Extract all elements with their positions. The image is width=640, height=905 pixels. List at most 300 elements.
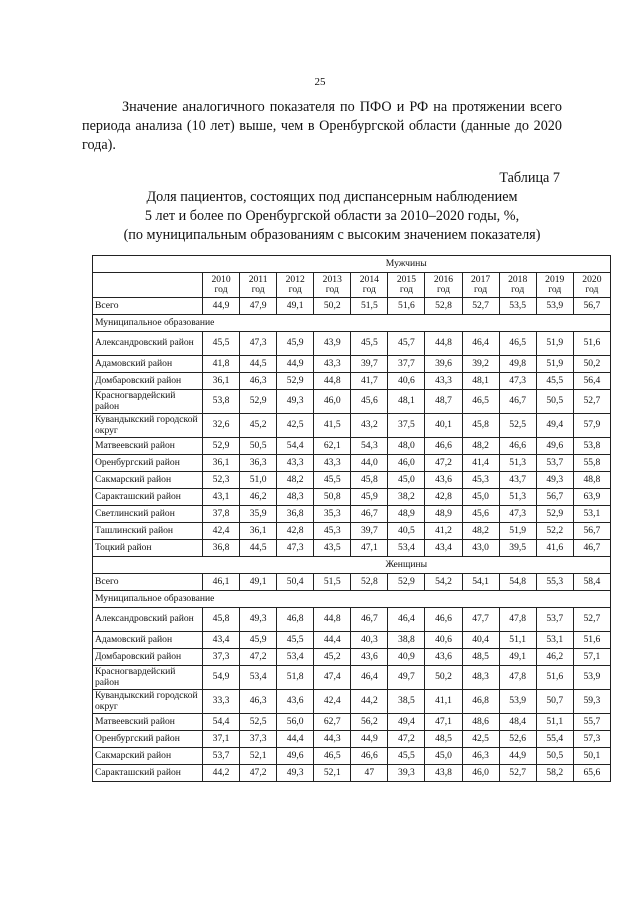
value-cell: 56,2 [351,714,388,731]
municipality-name: Адамовский район [93,632,203,649]
value-cell: 54,2 [425,574,462,591]
value-cell: 47,1 [425,714,462,731]
value-cell: 41,1 [425,690,462,714]
value-cell: 43,0 [462,540,499,557]
value-cell: 45,2 [240,414,277,438]
value-cell: 46,4 [351,666,388,690]
value-cell: 44,9 [203,298,240,315]
value-cell: 51,8 [277,666,314,690]
value-cell: 51,5 [314,574,351,591]
table-row [93,666,611,690]
value-cell: 46,8 [277,608,314,632]
value-cell: 47,7 [462,608,499,632]
value-cell: 45,0 [425,748,462,765]
value-cell: 32,6 [203,414,240,438]
value-cell: 52,7 [462,298,499,315]
municipality-name: Матвеевский район [93,438,203,455]
value-cell: 48,5 [462,649,499,666]
year-header [462,273,499,298]
year-value: 2014 [359,274,379,285]
value-cell: 48,7 [425,390,462,414]
year-value: 2019 [545,274,565,285]
value-cell: 48,2 [277,472,314,489]
value-cell: 43,5 [314,540,351,557]
value-cell: 46,2 [240,489,277,506]
value-cell: 50,2 [314,298,351,315]
value-cell: 58,2 [536,765,573,782]
value-cell: 40,4 [462,632,499,649]
municipality-name: Адамовский район [93,356,203,373]
value-cell: 52,3 [203,472,240,489]
table-row [93,632,611,649]
table-row [93,455,611,472]
value-cell: 39,5 [499,540,536,557]
value-cell: 48,4 [499,714,536,731]
value-cell: 51,0 [240,472,277,489]
value-cell: 53,9 [499,690,536,714]
year-header [203,273,240,298]
municipality-name: Ташлинский район [93,523,203,540]
value-cell: 43,3 [277,455,314,472]
value-cell: 49,6 [536,438,573,455]
value-cell: 52,1 [240,748,277,765]
value-cell: 53,4 [277,649,314,666]
value-cell: 56,4 [573,373,610,390]
value-cell: 50,4 [277,574,314,591]
value-cell: 56,7 [573,523,610,540]
value-cell: 49,1 [499,649,536,666]
value-cell: 47,1 [351,540,388,557]
value-cell: 47,2 [240,765,277,782]
value-cell: 62,7 [314,714,351,731]
value-cell: 45,0 [388,472,425,489]
municipality-name: Домбаровский район [93,373,203,390]
value-cell: 46,0 [314,390,351,414]
value-cell: 49,4 [388,714,425,731]
value-cell: 37,8 [203,506,240,523]
value-cell: 45,5 [203,332,240,356]
value-cell: 43,6 [425,472,462,489]
value-cell: 40,1 [425,414,462,438]
value-cell: 45,2 [314,649,351,666]
value-cell: 45,0 [462,489,499,506]
municipality-name: Тоцкий район [93,540,203,557]
value-cell: 45,6 [351,390,388,414]
value-cell: 42,4 [203,523,240,540]
table-label: Таблица 7 [499,170,560,186]
value-cell: 53,8 [203,390,240,414]
value-cell: 37,3 [240,731,277,748]
value-cell: 41,4 [462,455,499,472]
value-cell: 51,3 [499,455,536,472]
value-cell: 48,3 [462,666,499,690]
value-cell: 42,4 [314,690,351,714]
value-cell: 33,3 [203,690,240,714]
value-cell: 54,8 [499,574,536,591]
value-cell: 52,6 [499,731,536,748]
value-cell: 46,7 [499,390,536,414]
year-unit: год [548,284,562,295]
value-cell: 56,7 [536,489,573,506]
value-cell: 47 [351,765,388,782]
intro-paragraph: Значение аналогичного показателя по ПФО и РФ на протяжении всего периода анализа (10 лет) выше, чем в Оренбургской области (данные до 2020 года). [82,99,562,153]
value-cell: 48,3 [277,489,314,506]
value-cell: 51,3 [499,489,536,506]
value-cell: 50,5 [240,438,277,455]
value-cell: 59,3 [573,690,610,714]
value-cell: 48,9 [425,506,462,523]
value-cell: 45,3 [462,472,499,489]
value-cell: 47,3 [277,540,314,557]
total-row [93,574,611,591]
value-cell: 45,5 [277,632,314,649]
year-value: 2011 [248,274,268,285]
value-cell: 47,9 [240,298,277,315]
value-cell: 53,8 [573,438,610,455]
year-unit: год [251,284,265,295]
year-unit: год [399,284,413,295]
value-cell: 51,9 [536,356,573,373]
total-row [93,298,611,315]
year-unit: год [362,284,376,295]
value-cell: 50,2 [425,666,462,690]
value-cell: 44,9 [499,748,536,765]
value-cell: 46,2 [536,649,573,666]
municipality-name: Сакмарский район [93,472,203,489]
year-unit: год [436,284,451,295]
value-cell: 50,5 [536,390,573,414]
value-cell: 48,1 [462,373,499,390]
value-cell: 55,7 [573,714,610,731]
value-cell: 51,1 [499,632,536,649]
value-cell: 41,2 [425,523,462,540]
value-cell: 55,3 [536,574,573,591]
table-row [93,540,611,557]
table-row [93,649,611,666]
caption-line: Доля пациентов, состоящих под диспансерным наблюдением [146,189,518,205]
value-cell: 44,3 [314,731,351,748]
value-cell: 46,6 [425,608,462,632]
row-label: Всего [93,298,203,315]
value-cell: 53,1 [536,632,573,649]
value-cell: 48,1 [388,390,425,414]
value-cell: 51,5 [351,298,388,315]
data-table [92,255,611,782]
value-cell: 48,6 [462,714,499,731]
table-row [93,523,611,540]
value-cell: 39,6 [425,356,462,373]
caption-line: 5 лет и более по Оренбургской области за 2010–2020 годы, %, [144,208,520,224]
value-cell: 36,8 [277,506,314,523]
value-cell: 48,2 [462,523,499,540]
value-cell: 52,8 [425,298,462,315]
value-cell: 50,7 [536,690,573,714]
value-cell: 53,7 [536,608,573,632]
table-row [93,690,611,714]
year-header [240,273,277,298]
value-cell: 47,4 [314,666,351,690]
years-header-row [93,273,611,298]
value-cell: 48,8 [573,472,610,489]
value-cell: 43,3 [314,356,351,373]
subheading: Муниципальное образование [93,315,611,332]
value-cell: 51,6 [573,632,610,649]
value-cell: 54,4 [277,438,314,455]
year-header [425,273,462,298]
value-cell: 43,7 [499,472,536,489]
value-cell: 35,3 [314,506,351,523]
year-value: 2017 [470,274,491,285]
value-cell: 47,3 [240,332,277,356]
value-cell: 52,2 [536,523,573,540]
table-row [93,765,611,782]
value-cell: 52,9 [277,373,314,390]
value-cell: 56,7 [573,298,610,315]
value-cell: 44,8 [314,373,351,390]
value-cell: 52,5 [240,714,277,731]
value-cell: 44,5 [240,356,277,373]
year-header [573,273,610,298]
value-cell: 36,1 [203,373,240,390]
value-cell: 38,8 [388,632,425,649]
value-cell: 57,3 [573,731,610,748]
value-cell: 50,8 [314,489,351,506]
value-cell: 46,8 [462,690,499,714]
year-unit: год [325,284,339,295]
value-cell: 46,3 [462,748,499,765]
table-row [93,373,611,390]
table-row [93,748,611,765]
value-cell: 44,8 [314,608,351,632]
value-cell: 53,5 [499,298,536,315]
value-cell: 41,8 [203,356,240,373]
year-unit: год [214,284,228,295]
value-cell: 37,3 [203,649,240,666]
value-cell: 46,7 [573,540,610,557]
value-cell: 45,8 [203,608,240,632]
value-cell: 49,4 [536,414,573,438]
municipality-name: Оренбургский район [93,455,203,472]
value-cell: 45,5 [388,748,425,765]
table-row [93,356,611,373]
value-cell: 45,8 [462,414,499,438]
value-cell: 47,8 [499,608,536,632]
value-cell: 49,8 [499,356,536,373]
value-cell: 35,9 [240,506,277,523]
value-cell: 53,9 [536,298,573,315]
value-cell: 44,5 [240,540,277,557]
value-cell: 53,9 [573,666,610,690]
table-caption [82,188,582,245]
value-cell: 43,4 [203,632,240,649]
year-value: 2016 [433,274,454,285]
municipality-name: Кувандыкский городской округ [93,690,203,714]
value-cell: 40,9 [388,649,425,666]
municipality-name: Кувандыкский городской округ [93,414,203,438]
year-unit: год [288,284,302,295]
value-cell: 46,5 [314,748,351,765]
value-cell: 45,9 [277,332,314,356]
value-cell: 39,7 [351,356,388,373]
municipality-name: Домбаровский район [93,649,203,666]
value-cell: 46,5 [462,390,499,414]
value-cell: 52,7 [573,608,610,632]
value-cell: 40,6 [425,632,462,649]
value-cell: 47,2 [425,455,462,472]
value-cell: 44,4 [314,632,351,649]
value-cell: 51,6 [388,298,425,315]
value-cell: 52,9 [388,574,425,591]
value-cell: 51,6 [536,666,573,690]
value-cell: 52,9 [536,506,573,523]
year-value: 2018 [508,274,528,285]
value-cell: 49,3 [277,390,314,414]
value-cell: 44,0 [351,455,388,472]
value-cell: 65,6 [573,765,610,782]
value-cell: 53,4 [388,540,425,557]
year-value: 2010 [211,274,231,285]
year-header [388,273,425,298]
value-cell: 38,2 [388,489,425,506]
value-cell: 49,3 [240,608,277,632]
value-cell: 43,3 [425,373,462,390]
municipality-name: Саракташский район [93,489,203,506]
value-cell: 36,3 [240,455,277,472]
table-row [93,414,611,438]
value-cell: 44,9 [351,731,388,748]
value-cell: 62,1 [314,438,351,455]
municipality-name: Светлинский район [93,506,203,523]
municipality-name: Саракташский район [93,765,203,782]
value-cell: 40,3 [351,632,388,649]
value-cell: 46,3 [240,373,277,390]
value-cell: 55,4 [536,731,573,748]
value-cell: 42,8 [425,489,462,506]
value-cell: 45,5 [351,332,388,356]
value-cell: 42,8 [277,523,314,540]
value-cell: 45,7 [388,332,425,356]
value-cell: 57,1 [573,649,610,666]
value-cell: 46,4 [388,608,425,632]
value-cell: 51,1 [536,714,573,731]
value-cell: 46,5 [499,332,536,356]
value-cell: 46,6 [425,438,462,455]
value-cell: 43,6 [351,649,388,666]
value-cell: 50,5 [536,748,573,765]
value-cell: 51,9 [499,523,536,540]
municipality-name: Красногвардейский район [93,666,203,690]
year-header [536,273,573,298]
value-cell: 43,6 [277,690,314,714]
value-cell: 43,2 [351,414,388,438]
value-cell: 46,0 [462,765,499,782]
value-cell: 46,7 [351,506,388,523]
value-cell: 43,6 [425,649,462,666]
value-cell: 40,6 [388,373,425,390]
section-header-row [93,557,611,574]
value-cell: 44,2 [203,765,240,782]
municipality-name: Красногвардейский район [93,390,203,414]
municipality-name: Оренбургский район [93,731,203,748]
value-cell: 52,9 [203,438,240,455]
table-row [93,332,611,356]
value-cell: 55,8 [573,455,610,472]
value-cell: 41,5 [314,414,351,438]
value-cell: 45,5 [536,373,573,390]
table-row [93,714,611,731]
value-cell: 40,5 [388,523,425,540]
year-header [277,273,314,298]
subheading-row [93,315,611,332]
year-header [351,273,388,298]
value-cell: 50,1 [573,748,610,765]
value-cell: 39,7 [351,523,388,540]
year-unit: год [474,284,488,295]
value-cell: 54,3 [351,438,388,455]
value-cell: 51,9 [536,332,573,356]
value-cell: 51,6 [573,332,610,356]
value-cell: 52,1 [314,765,351,782]
section-empty-cell [93,557,203,574]
value-cell: 37,1 [203,731,240,748]
value-cell: 52,7 [499,765,536,782]
value-cell: 47,3 [499,373,536,390]
value-cell: 54,1 [462,574,499,591]
value-cell: 48,2 [462,438,499,455]
section-empty-cell [93,256,203,273]
value-cell: 44,8 [425,332,462,356]
value-cell: 39,2 [462,356,499,373]
value-cell: 37,5 [388,414,425,438]
value-cell: 54,9 [203,666,240,690]
value-cell: 36,1 [240,523,277,540]
row-label: Всего [93,574,203,591]
year-value: 2015 [396,274,417,285]
value-cell: 46,7 [351,608,388,632]
value-cell: 49,1 [277,298,314,315]
value-cell: 53,4 [240,666,277,690]
subheading: Муниципальное образование [93,591,611,608]
value-cell: 48,0 [388,438,425,455]
year-value: 2020 [582,274,602,285]
value-cell: 53,1 [573,506,610,523]
value-cell: 46,1 [203,574,240,591]
value-cell: 50,2 [573,356,610,373]
value-cell: 36,8 [203,540,240,557]
value-cell: 49,3 [277,765,314,782]
value-cell: 52,9 [240,390,277,414]
year-header [499,273,536,298]
value-cell: 49,3 [536,472,573,489]
value-cell: 46,6 [499,438,536,455]
value-cell: 43,3 [314,455,351,472]
value-cell: 52,5 [499,414,536,438]
table-row [93,506,611,523]
value-cell: 56,0 [277,714,314,731]
value-cell: 47,2 [240,649,277,666]
table-row [93,731,611,748]
table-row [93,472,611,489]
table-row [93,438,611,455]
value-cell: 41,6 [536,540,573,557]
value-cell: 47,3 [499,506,536,523]
table-row [93,390,611,414]
value-cell: 46,6 [351,748,388,765]
year-value: 2012 [285,274,305,285]
year-header [314,273,351,298]
value-cell: 47,8 [499,666,536,690]
value-cell: 42,5 [462,731,499,748]
